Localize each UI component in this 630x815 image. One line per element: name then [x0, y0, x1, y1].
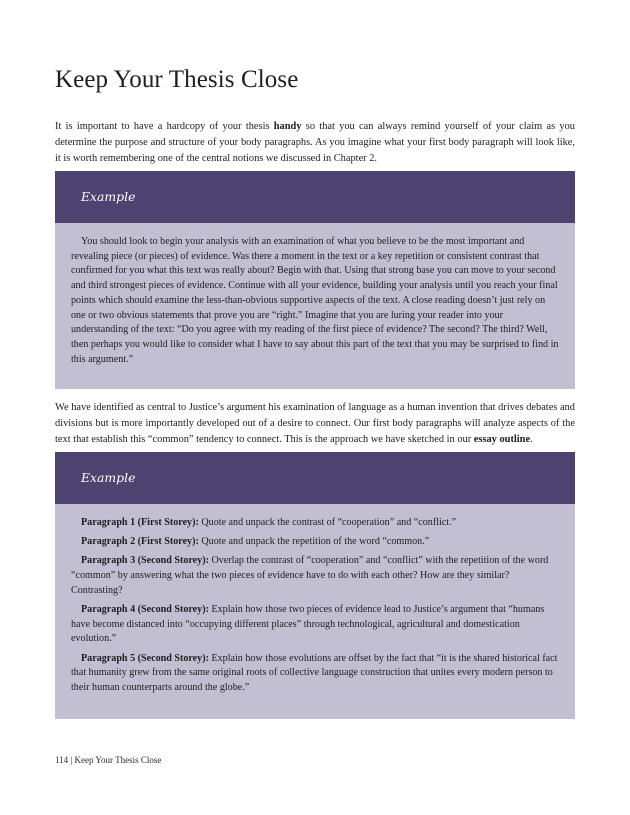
essay-outline-link[interactable]: essay outline — [473, 434, 531, 445]
mid-paragraph: We have identified as central to Justice’s argument his examination of language as a human invention that drives debates and divisions but is more importantly developed out of a desire to connect. Our first body paragraphs will analyze aspects of the text that establish this “common” tendency to connect. This is the approach we have sketched in our essay outline. — [55, 402, 575, 445]
outline-item: Paragraph 1 (First Storey): Quote and unpack the contrast of “cooperation” and “conflict.” — [81, 517, 457, 528]
outline-item: Paragraph 3 (Second Storey): Overlap the contrast of “cooperation” and “conflict” with the repetition of the word “common” by answering what the two pieces of evidence have to do with each other? How are they similar? Contrasting? — [71, 555, 549, 596]
page-footer — [55, 755, 161, 765]
example-box-1 — [55, 171, 575, 389]
handy-link[interactable]: handy — [273, 121, 302, 132]
page-number: 114 — [55, 755, 69, 765]
example-label-1: Example — [55, 171, 575, 223]
outline-item: Paragraph 5 (Second Storey): Explain how those evolutions are offset by the fact that “it is the shared historical fact that humanity grew from the same original roots of collective language construction that unites every modern person to their human counterparts around the globe.” — [71, 652, 558, 694]
running-title: Keep Your Thesis Close — [74, 755, 162, 765]
example-label-2: Example — [55, 452, 575, 504]
example-box-2 — [55, 452, 575, 719]
intro-paragraph: It is important to have a hardcopy of your thesis handy so that you can always remind yourself of your claim as you determine the purpose and structure of your body paragraphs. As you imagine what your first body paragraph will look like, it is worth remembering one of the central notions we discussed in Chapter 2. — [55, 121, 575, 164]
example-body-1 — [55, 223, 575, 367]
footer-separator: | — [70, 755, 73, 765]
page-title: Keep Your Thesis Close — [55, 66, 299, 93]
example-body-2 — [55, 504, 575, 696]
outline-item: Paragraph 4 (Second Storey): Explain how those two pieces of evidence lead to Justice’s argument that “humans have become distanced into “occupying different places” through technological, agricultural and domestication evolution.” — [71, 604, 545, 645]
outline-item: Paragraph 2 (First Storey): Quote and unpack the repetition of the word “common.” — [81, 536, 430, 548]
example-text-1: You should look to begin your analysis with an examination of what you believe to be the most important and revealing piece (or pieces) of evidence. Was there a moment in the text or a key repetition or consistent contrast that confirmed for you what this text was really about? Begin with that. Using that strong base you can move to your second and third strongest pieces of evidence. Continue with all your evidence, building your analysis until you reach your final points which should examine the less-than-obvious supportive aspects of the text. A close reading doesn’t just rely on one or two obvious statements that prove you are “right.” Imagine that you are luring your reader into your understanding of the text: “Do you agree with my reading of the first piece of evidence? The second? The third? Well, then perhaps you would like to consider what I have to say about this part of the text that you may be surprised to find in this argument.” — [71, 236, 559, 365]
